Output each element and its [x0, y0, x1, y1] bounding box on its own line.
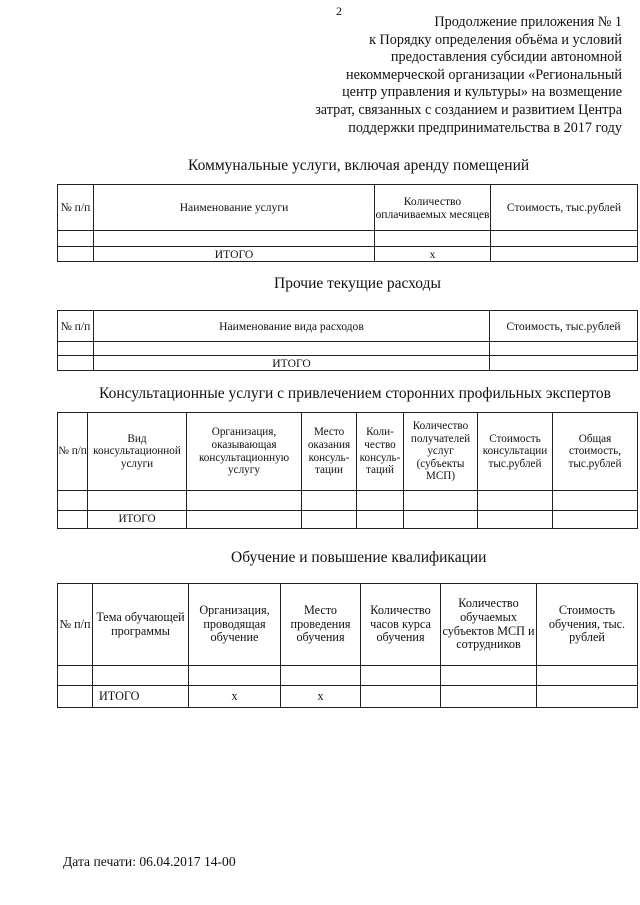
- header-line: предоставления субсидии автономной: [390, 49, 622, 66]
- print-date: Дата печати: 06.04.2017 14-00: [63, 854, 236, 869]
- total-place: х: [281, 686, 361, 708]
- section1-title: Коммунальные услуги, включая аренду помещений: [188, 157, 530, 174]
- header-line: поддержки предпринимательства в 2017 году: [348, 119, 622, 136]
- header-cell: Организация, оказывающая консультационную услугу: [187, 413, 302, 491]
- total-organization: х: [189, 686, 281, 708]
- header-cell: Организация, проводящая обучение: [189, 584, 281, 666]
- training-table: [57, 583, 638, 708]
- utilities-table: [57, 184, 638, 262]
- table-header-row: [58, 584, 638, 666]
- header-cell: № п/п: [58, 413, 88, 491]
- header-cell: Тема обучающей программы: [93, 584, 189, 666]
- total-months: х: [375, 247, 491, 262]
- header-cell: Стоимость обучения, тыс. рублей: [537, 584, 638, 666]
- table-row: [58, 342, 638, 356]
- header-cell: № п/п: [58, 584, 93, 666]
- section2-title: Прочие текущие расходы: [274, 275, 441, 292]
- total-row: [58, 511, 638, 529]
- section3-title: Консультационные услуги с привлечением сторонних профильных экспертов: [99, 385, 611, 402]
- table-row: [58, 231, 638, 247]
- header-cell: Наименование вида расходов: [94, 311, 490, 342]
- header-cell: Количество обучаемых субъектов МСП и сотрудников: [441, 584, 537, 666]
- header-line: к Порядку определения объёма и условий: [369, 31, 622, 48]
- total-label: ИТОГО: [94, 247, 375, 262]
- header-cell: № п/п: [58, 311, 94, 342]
- table-row: [58, 491, 638, 511]
- header-cell: № п/п: [58, 185, 94, 231]
- header-cell: Стоимость, тыс.рублей: [490, 311, 638, 342]
- header-cell: Место проведения обучения: [281, 584, 361, 666]
- total-row: [58, 247, 638, 262]
- header-cell: Количество часов курса обучения: [361, 584, 441, 666]
- consulting-table: [57, 412, 638, 529]
- header-line: затрат, связанных с созданием и развитием Центра: [315, 101, 622, 118]
- table-header-row: [58, 413, 638, 491]
- appendix-header: [250, 14, 622, 137]
- header-cell: Наименование услуги: [94, 185, 375, 231]
- total-label: ИТОГО: [94, 356, 490, 371]
- page-marker: 2: [336, 4, 342, 18]
- total-row: [58, 356, 638, 371]
- table-row: [58, 666, 638, 686]
- header-cell: Количество оплачиваемых месяцев: [375, 185, 491, 231]
- header-line: центр управления и культуры» на возмещение: [342, 84, 622, 101]
- table-header-row: [58, 185, 638, 231]
- total-label: ИТОГО: [93, 686, 189, 708]
- header-cell: Место оказания консуль-тации: [302, 413, 357, 491]
- total-label: ИТОГО: [88, 511, 187, 529]
- header-cell: Стоимость консультации тыс.рублей: [478, 413, 553, 491]
- header-cell: Стоимость, тыс.рублей: [491, 185, 638, 231]
- header-line: Продолжение приложения № 1: [434, 14, 622, 30]
- header-cell: Количество получателей услуг (субъекты МСП): [404, 413, 478, 491]
- total-row: [58, 686, 638, 708]
- header-line: некоммерческой организации «Региональный: [346, 66, 622, 83]
- section4-title: Обучение и повышение квалификации: [231, 549, 487, 566]
- other-expenses-table: [57, 310, 638, 371]
- header-cell: Вид консультационной услуги: [88, 413, 187, 491]
- header-cell: Общая стоимость, тыс.рублей: [553, 413, 638, 491]
- header-cell: Коли-чество консуль-таций: [357, 413, 404, 491]
- table-header-row: [58, 311, 638, 342]
